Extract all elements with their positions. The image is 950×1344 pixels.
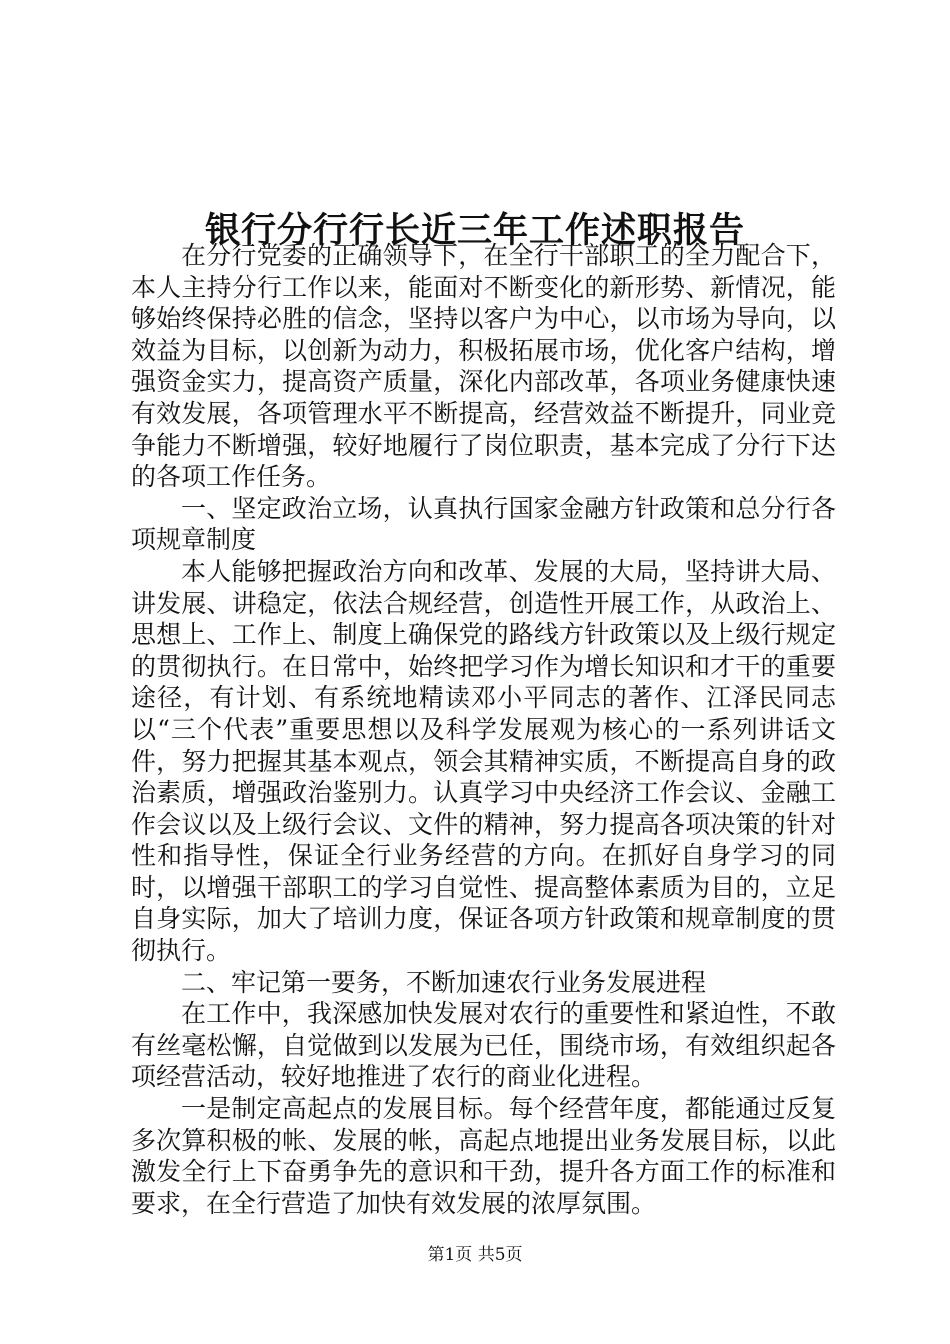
paragraph-point-1: 一是制定高起点的发展目标。每个经营年度，都能通过反复多次算积极的帐、发展的帐，高起点地提出业务发展目标，以此激发全行上下奋勇争先的意识和干劲，提升各方面工作的标准和要求，在全行营造了加快有效发展的浓厚氛围。 (131, 1094, 836, 1218)
document-title: 银行分行行长近三年工作述职报告 (204, 211, 745, 252)
section-heading-1: 一、坚定政治立场，认真执行国家金融方针政策和总分行各项规章制度 (131, 493, 836, 555)
paragraph-section-1: 本人能够把握政治方向和改革、发展的大局，坚持讲大局、讲发展、讲稳定，依法合规经营，创造性开展工作，从政治上、思想上、工作上、制度上确保党的路线方针政策以及上级行规定的贯彻执行。在日常中，始终把学习作为增长知识和才干的重要途径，有计划、有系统地精读邓小平同志的著作、江泽民同志以“三个代表”重要思想以及科学发展观为核心的一系列讲话文件，努力把握其基本观点，领会其精神实质，不断提高自身的政治素质，增强政治鉴别力。认真学习中央经济工作会议、金融工作会议以及上级行会议、文件的精神，努力提高各项决策的针对性和指导性，保证全行业务经营的方向。在抓好自身学习的同时，以增强干部职工的学习自觉性、提高整体素质为目的，立足自身实际，加大了培训力度，保证各项方针政策和规章制度的贯彻执行。 (131, 556, 836, 966)
paragraph-section-2: 在工作中，我深感加快发展对农行的重要性和紧迫性，不敢有丝毫松懈，自觉做到以发展为已任，围绕市场，有效组织起各项经营活动，较好地推进了农行的商业化进程。 (131, 999, 836, 1092)
paragraph-intro: 在分行党委的正确领导下，在全行干部职工的全力配合下，本人主持分行工作以来，能面对不断变化的新形势、新情况，能够始终保持必胜的信念，坚持以客户为中心，以市场为导向，以效益为目标，以创新为动力，积极拓展市场，优化客户结构，增强资金实力，提高资产质量，深化内部改革，各项业务健康快速有效发展，各项管理水平不断提高，经营效益不断提升，同业竞争能力不断增强，较好地履行了岗位职责，基本完成了分行下达的各项工作任务。 (131, 241, 836, 492)
section-heading-2: 二、牢记第一要务，不断加速农行业务发展进程 (181, 967, 707, 997)
page-footer: 第1页 共5页 (427, 1245, 523, 1265)
document-body (131, 240, 836, 1219)
